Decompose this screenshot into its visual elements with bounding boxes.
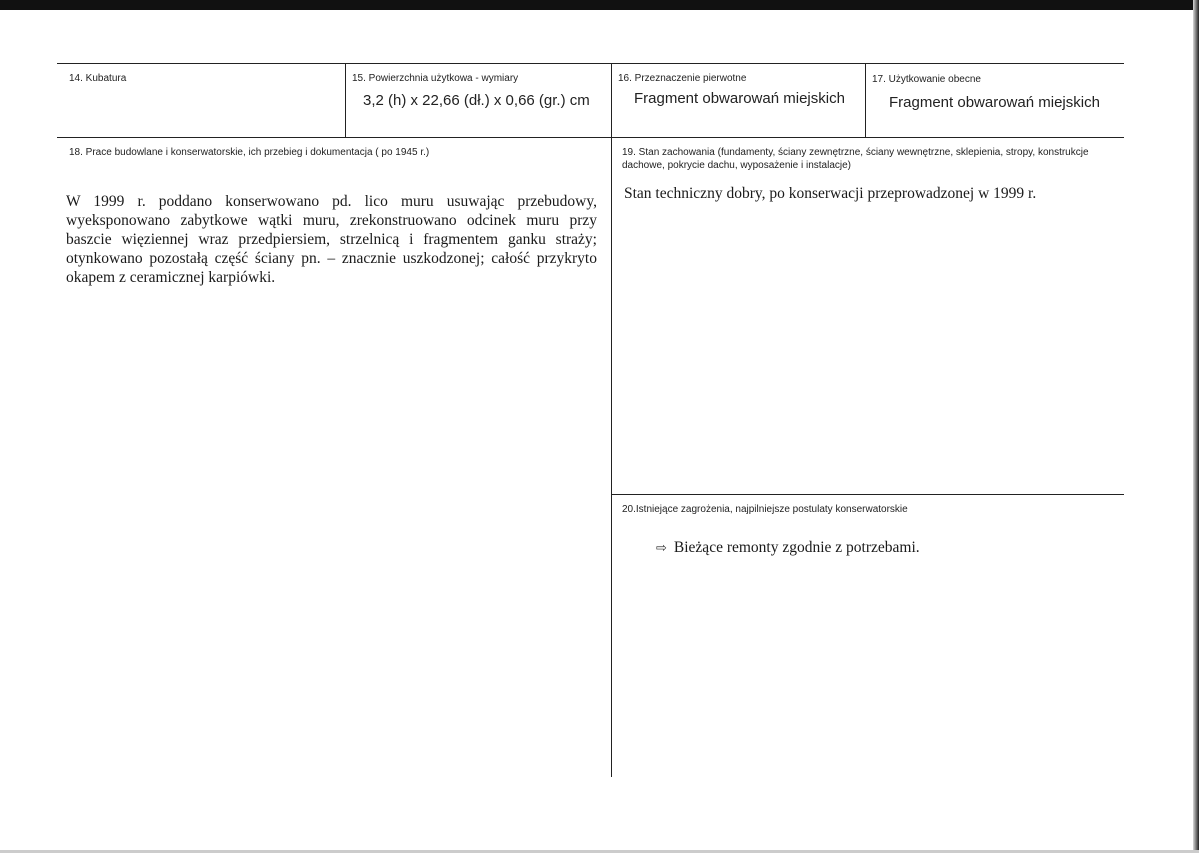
field-16-value: Fragment obwarowań miejskich	[634, 90, 845, 107]
field-17-value: Fragment obwarowań miejskich	[889, 94, 1100, 111]
field-15-label: 15. Powierzchnia użytkowa - wymiary	[352, 73, 519, 84]
field-20-item	[656, 538, 1096, 557]
field-19-text: Stan techniczny dobry, po konserwacji przeprowadzonej w 1999 r.	[624, 185, 1037, 202]
field-20-item-text: Bieżące remonty zgodnie z potrzebami.	[673, 539, 920, 556]
rule-right-split	[611, 494, 1124, 495]
rule-v-center	[611, 63, 612, 777]
field-19-label: 19. Stan zachowania (fundamenty, ściany zewnętrzne, ściany wewnętrzne, sklepienia, stropy, konstrukcje dachowe, pokrycie dachu, wyposażenie i instalacje)	[622, 147, 1089, 171]
rule-top	[57, 63, 1124, 64]
rule-v-16-17	[865, 63, 866, 137]
field-16-label: 16. Przeznaczenie pierwotne	[618, 73, 747, 84]
field-17-label: 17. Użytkowanie obecne	[872, 74, 981, 85]
scan-edge-right	[1193, 0, 1199, 853]
field-18-text: W 1999 r. poddano konserwowano pd. lico muru usuwając przebudowy, wyeksponowano zabytkowe wątki muru, zrekonstruowano odcinek muru przy baszcie więziennej wraz przedpiersiem, strzelnicą i fragmentem ganku straży; otynkowano pozostałą część ściany pn. – znacznie uszkodzonej; całość przykryto okapem z ceramicznej karpiówki.	[66, 193, 597, 286]
rule-mid	[57, 137, 1124, 138]
field-15-value: 3,2 (h) x 22,66 (dł.) x 0,66 (gr.) cm	[363, 92, 590, 109]
field-14-label: 14. Kubatura	[69, 73, 127, 84]
rule-v-14-15	[345, 63, 346, 137]
field-18-label: 18. Prace budowlane i konserwatorskie, ich przebieg i dokumentacja ( po 1945 r.)	[69, 147, 430, 158]
right-arrow-outline-icon: ⇨	[656, 540, 667, 555]
scan-edge-top	[0, 0, 1199, 10]
field-20-label: 20.Istniejące zagrożenia, najpilniejsze postulaty konserwatorskie	[622, 504, 908, 515]
